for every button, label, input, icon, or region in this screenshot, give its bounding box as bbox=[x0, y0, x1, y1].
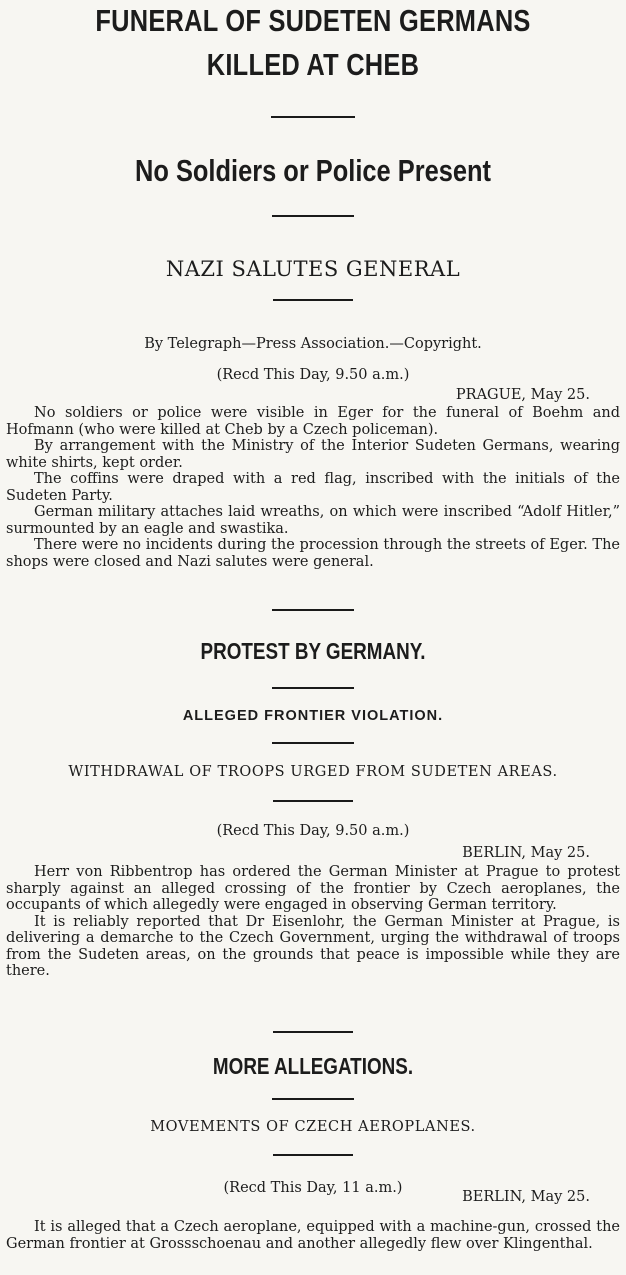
byline: By Telegraph—Press Association.—Copyright. bbox=[144, 336, 482, 352]
section-subheading-troops: WITHDRAWAL OF TROOPS URGED FROM SUDETEN AREAS. bbox=[68, 764, 558, 780]
article-body-section-1 bbox=[0, 405, 626, 570]
paragraph: There were no incidents during the procession through the streets of Eger. The shops were closed and Nazi salutes were general. bbox=[6, 537, 620, 570]
paragraph: German military attaches laid wreaths, on which were inscribed “Adolf Hitler,” surmounted by an eagle and swastika. bbox=[6, 504, 620, 537]
headline-line-1: FUNERAL OF SUDETEN GERMANS bbox=[95, 3, 531, 38]
dateline: BERLIN, May 25. bbox=[462, 1189, 590, 1205]
section-heading-nazi-salutes: NAZI SALUTES GENERAL bbox=[165, 257, 461, 281]
dateline: PRAGUE, May 25. bbox=[455, 387, 590, 403]
divider bbox=[273, 299, 353, 301]
paragraph: The coffins were draped with a red flag, inscribed with the initials of the Sudeten Party. bbox=[6, 471, 620, 504]
section-heading-more-allegations: MORE ALLEGATIONS. bbox=[212, 1053, 414, 1079]
paragraph: Herr von Ribbentrop has ordered the German Minister at Prague to protest sharply against an alleged crossing of the frontier by Czech aeroplanes, the occupants of which allegedly were engaged in observing German territory. bbox=[6, 864, 620, 913]
received-note: (Recd This Day, 11 a.m.) bbox=[223, 1180, 403, 1196]
divider bbox=[273, 1031, 353, 1033]
subheadline: No Soldiers or Police Present bbox=[134, 153, 491, 188]
section-subheading-aeroplanes: MOVEMENTS OF CZECH AEROPLANES. bbox=[150, 1119, 476, 1135]
paragraph: It is reliably reported that Dr Eisenlohr, the German Minister at Prague, is delivering a demarche to the Czech Government, urging the withdrawal of troops from the Sudeten areas, on the grounds that peace is impossible while they are there. bbox=[6, 913, 620, 979]
paragraph: No soldiers or police were visible in Eger for the funeral of Boehm and Hofmann (who were killed at Cheb by a Czech policeman). bbox=[6, 405, 620, 438]
article-body-section-2 bbox=[0, 864, 626, 980]
article-body-section-3 bbox=[0, 1219, 626, 1252]
divider bbox=[271, 116, 355, 118]
received-note: (Recd This Day, 9.50 a.m.) bbox=[216, 823, 410, 839]
received-note: (Recd This Day, 9.50 a.m.) bbox=[216, 367, 410, 383]
headline-line-2: KILLED AT CHEB bbox=[206, 47, 420, 82]
divider bbox=[273, 1154, 353, 1156]
paragraph: It is alleged that a Czech aeroplane, equipped with a machine-gun, crossed the German frontier at Grossschoenau and another allegedly flew over Klingenthal. bbox=[6, 1219, 620, 1252]
divider bbox=[272, 609, 354, 611]
section-subheading-frontier: ALLEGED FRONTIER VIOLATION. bbox=[182, 708, 444, 724]
divider bbox=[272, 687, 354, 689]
dateline: BERLIN, May 25. bbox=[462, 845, 590, 861]
divider bbox=[273, 800, 353, 802]
divider bbox=[272, 1098, 354, 1100]
section-heading-protest: PROTEST BY GERMANY. bbox=[200, 638, 426, 664]
divider bbox=[272, 742, 354, 744]
divider bbox=[272, 215, 354, 217]
paragraph: By arrangement with the Ministry of the Interior Sudeten Germans, wearing white shirts, kept order. bbox=[6, 438, 620, 471]
